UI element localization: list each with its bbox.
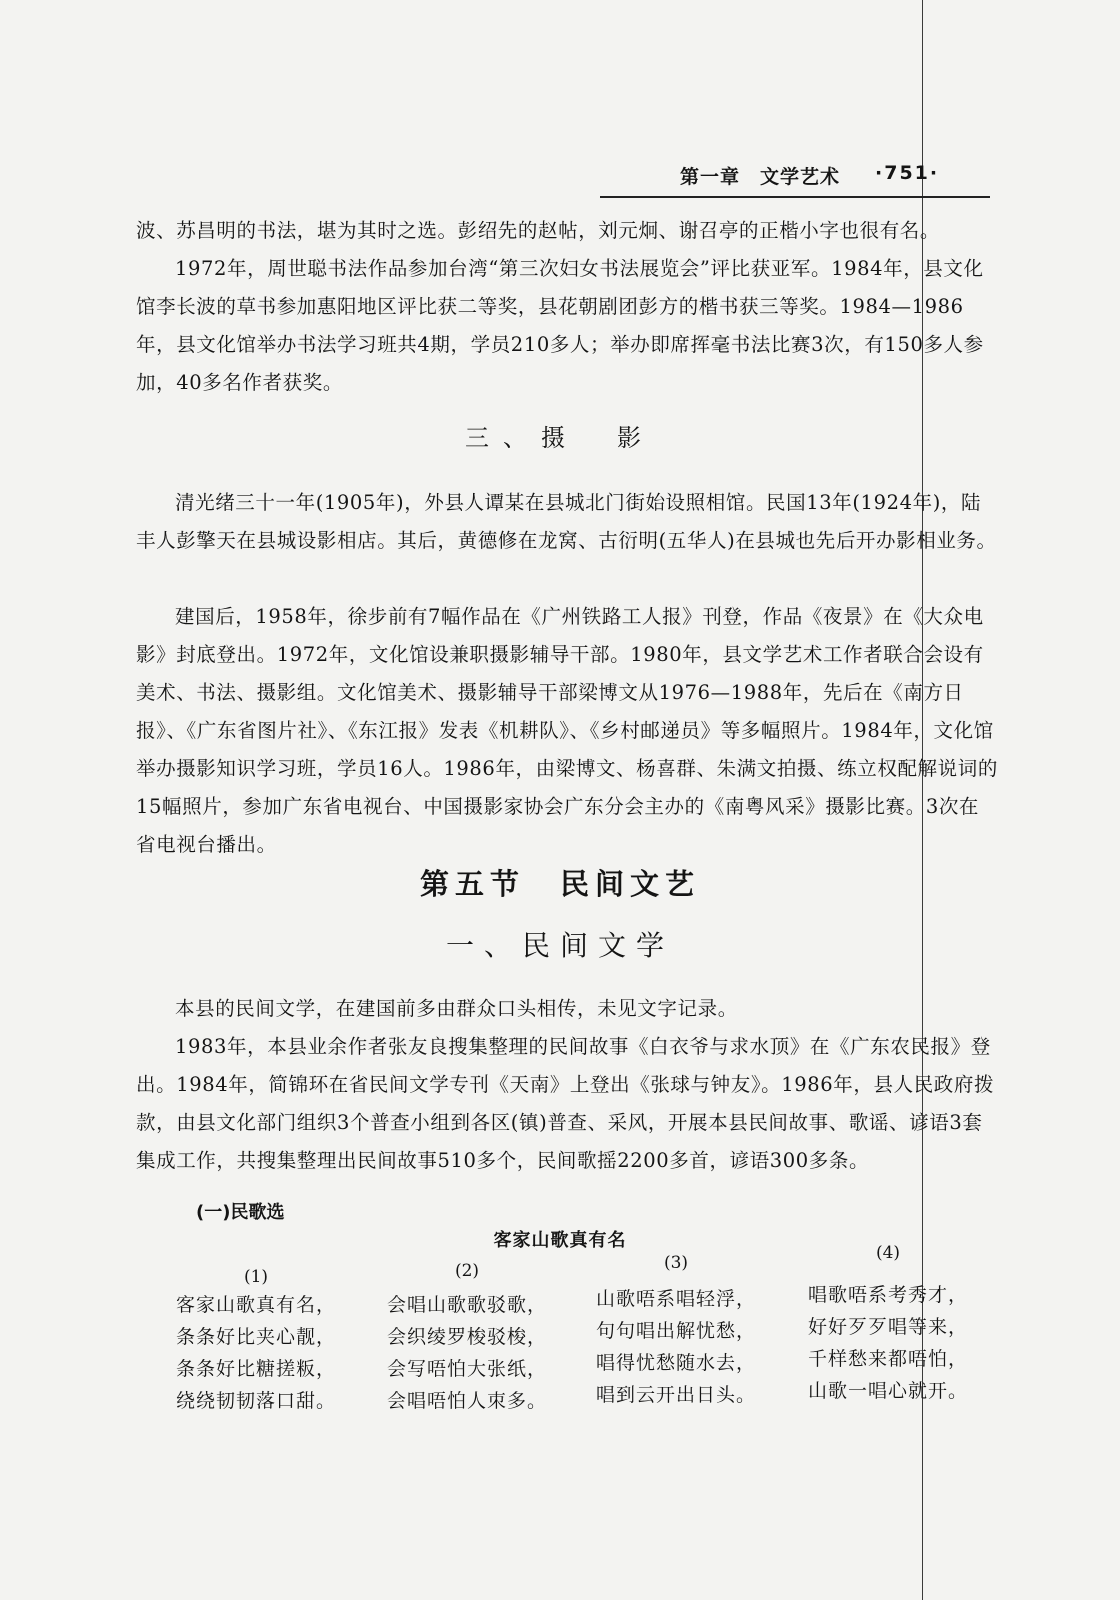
verse-line: 千样愁来都唔怕， — [808, 1348, 969, 1370]
verse-line: 会唱唔怕人朿多。 — [387, 1390, 548, 1412]
folk-songs-label: (一)民歌选 — [196, 1202, 285, 1223]
verse-4 — [808, 1243, 1008, 1407]
verse-line: 山歌唔系唱轻浮， — [596, 1288, 757, 1310]
calligraphy-paragraph-1: 波、苏昌明的书法，堪为其时之选。彭绍先的赵帖，刘元炯、谢召亭的正楷小字也很有名。 — [136, 219, 941, 242]
calligraphy-paragraph-2: 1972年，周世聪书法作品参加台湾“第三次妇女书法展览会”评比获亚军。1984年，县文化馆李长波的草书参加惠阳地区评比获二等奖，县花朝剧团彭方的楷书获三等奖。1984—1986年，县文化馆举办书法学习班共4期，学员210多人；举办即席挥毫书法比赛3次，有150多人参加，40多名作者获奖。 — [136, 257, 984, 394]
folk-literature-heading: 一、民间文学 — [445, 929, 674, 962]
verse-2 — [387, 1253, 587, 1417]
verse-line: 会织绫罗梭驳梭， — [387, 1326, 548, 1348]
verse-line: 会写唔怕大张纸， — [387, 1358, 548, 1380]
verse-number: (4) — [875, 1243, 901, 1263]
verse-line: 唱得忧愁随水去， — [596, 1352, 757, 1374]
photography-heading: 三、摄 影 — [465, 424, 655, 452]
verse-1 — [176, 1253, 376, 1417]
chapter-label: 第一章 — [680, 166, 741, 188]
photography-paragraph-2: 建国后，1958年，徐步前有7幅作品在《广州铁路工人报》刊登，作品《夜景》在《大众电影》封底登出。1972年，文化馆设兼职摄影辅导干部。1980年，县文学艺术工作者联合会设有美术、书法、摄影组。文化馆美术、摄影辅导干部梁博文从1976—1988年，先后在《南方日报》、《广东省图片社》、《东江报》发表《机耕队》、《乡村邮递员》等多幅照片。1984年，文化馆举办摄影知识学习班，学员16人。1986年，由梁博文、杨喜群、朱满文拍摄、练立权配解说词的15幅照片，参加广东省电视台、中国摄影家协会广东分会主办的《南粤风采》摄影比赛。3次在省电视台播出。 — [136, 605, 998, 856]
running-header — [600, 160, 990, 198]
verse-line: 条条好比糖搓粄， — [176, 1358, 337, 1380]
verse-line: 句句唱出解忧愁， — [596, 1320, 757, 1342]
verse-line: 会唱山歌歌驳歌， — [387, 1294, 548, 1316]
verse-line: 唱到云开出日头。 — [596, 1384, 757, 1406]
chapter-title: 文学艺术 — [760, 166, 841, 188]
section-heading: 第五节 民间文艺 — [419, 867, 700, 901]
verse-number: (1) — [243, 1267, 269, 1287]
folk-literature-paragraph-1: 本县的民间文学，在建国前多由群众口头相传，未见文字记录。 — [175, 997, 738, 1020]
folk-literature-paragraph-2: 1983年，本县业余作者张友良搜集整理的民间故事《白衣爷与求水顶》在《广东农民报》登出。1984年，简锦环在省民间文学专刊《天南》上登出《张球与钟友》。1986年，县人民政府拨款，由县文化部门组织3个普查小组到各区(镇)普查、采风，开展本县民间故事、歌谣、谚语3套集成工作，共搜集整理出民间故事510多个，民间歌摇2200多首，谚语300多条。 — [136, 1035, 995, 1172]
verse-line: 唱歌唔系考秀才， — [808, 1284, 969, 1306]
page-number: ·751· — [875, 162, 940, 184]
verse-line: 绕绕韧韧落口甜。 — [176, 1390, 337, 1412]
verse-3 — [596, 1253, 796, 1411]
verse-line: 条条好比夹心靓， — [176, 1326, 337, 1348]
verse-number: (3) — [663, 1253, 689, 1273]
verse-line: 好好歹歹唱等来， — [808, 1316, 969, 1338]
photography-paragraph-1: 清光绪三十一年(1905年)，外县人谭某在县城北门街始设照相馆。民国13年(1924年)，陆丰人彭擎天在县城设影相店。其后，黄德修在龙窝、古衍明(五华人)在县城也先后开办影相业务。 — [136, 491, 997, 552]
verse-line: 山歌一唱心就开。 — [808, 1380, 969, 1402]
song-title: 客家山歌真有名 — [493, 1230, 627, 1251]
verse-line: 客家山歌真有名， — [176, 1294, 337, 1316]
verse-number: (2) — [454, 1261, 480, 1281]
